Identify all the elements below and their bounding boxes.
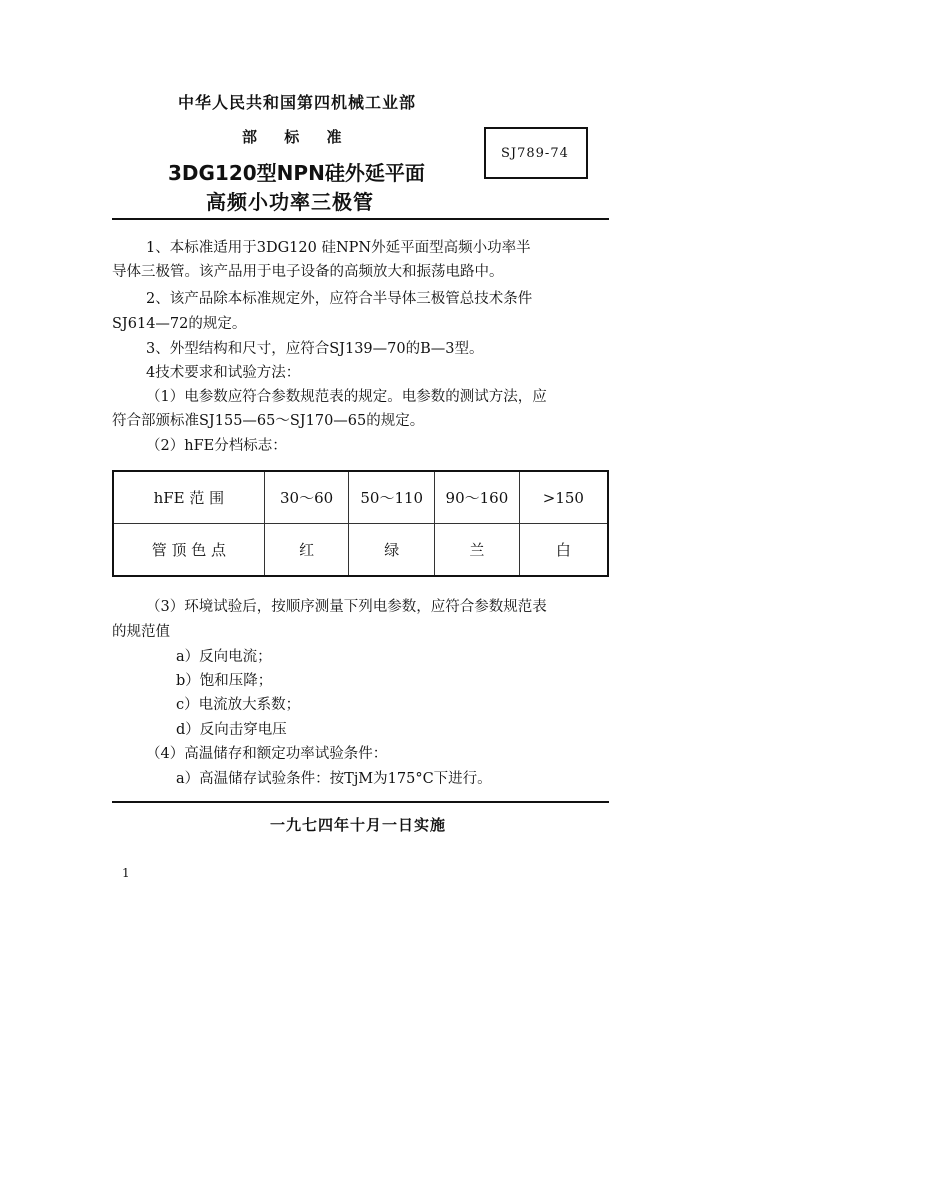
para-2-line-1: 2、该产品除本标准规定外，应符合半导体三极管总技术条件 <box>146 291 533 307</box>
header-divider <box>112 218 609 220</box>
para-1-line-2: 导体三极管。该产品用于电子设备的高频放大和振荡电路中。 <box>112 264 504 280</box>
para-2-line-2: SJ614—72的规定。 <box>112 316 247 332</box>
para-1-line-1: 1、本标准适用于3DG120 硅NPN外延平面型高频小功率半 <box>146 240 531 256</box>
para-4-1-line-1: （1）电参数应符合参数规范表的规定。电参数的测试方法，应 <box>146 389 547 405</box>
table-row <box>113 524 608 577</box>
table-row <box>113 471 608 524</box>
footer-divider <box>112 801 609 803</box>
para-4: 4技术要求和试验方法： <box>146 365 301 381</box>
color-dot-cell: 红 <box>264 524 349 577</box>
list-item-b: b）饱和压降； <box>176 673 273 689</box>
color-dot-cell: 白 <box>519 524 608 577</box>
list-item-a: a）反向电流； <box>176 649 272 665</box>
hfe-range-cell: 90～160 <box>435 471 520 524</box>
hfe-range-cell: 50～110 <box>349 471 435 524</box>
para-3: 3、外型结构和尺寸，应符合SJ139—70的B—3型。 <box>146 341 484 357</box>
color-dot-cell: 兰 <box>435 524 520 577</box>
standard-type: 部 标 准 <box>242 128 342 146</box>
hfe-range-header: hFE 范 围 <box>113 471 264 524</box>
para-4-3-line-1: （3）环境试验后，按顺序测量下列电参数，应符合参数规范表 <box>146 599 547 615</box>
list-item-d: d）反向击穿电压 <box>176 722 287 738</box>
hfe-color-table <box>112 470 609 577</box>
para-4-3-line-2: 的规范值 <box>112 624 170 640</box>
ministry-heading: 中华人民共和国第四机械工业部 <box>178 93 417 112</box>
para-4-2: （2）hFE分档标志： <box>146 438 287 454</box>
color-dot-header: 管 顶 色 点 <box>113 524 264 577</box>
title-line-1: 3DG120型NPN硅外延平面 <box>168 161 425 185</box>
list-item-c: c）电流放大系数； <box>176 697 301 713</box>
title-line-2: 高频小功率三极管 <box>206 190 374 214</box>
hfe-range-cell: 30～60 <box>264 471 349 524</box>
hfe-range-cell: >150 <box>519 471 608 524</box>
para-4-4: （4）高温储存和额定功率试验条件： <box>146 746 388 762</box>
para-4-4-a: a）高温储存试验条件：按TjM为175°C下进行。 <box>176 771 492 787</box>
page-number: 1 <box>122 866 130 880</box>
para-4-1-line-2: 符合部颁标准SJ155—65～SJ170—65的规定。 <box>112 413 425 429</box>
color-dot-cell: 绿 <box>349 524 435 577</box>
effective-date: 一九七四年十月一日实施 <box>270 816 447 834</box>
standard-number: SJ789-74 <box>501 146 569 161</box>
